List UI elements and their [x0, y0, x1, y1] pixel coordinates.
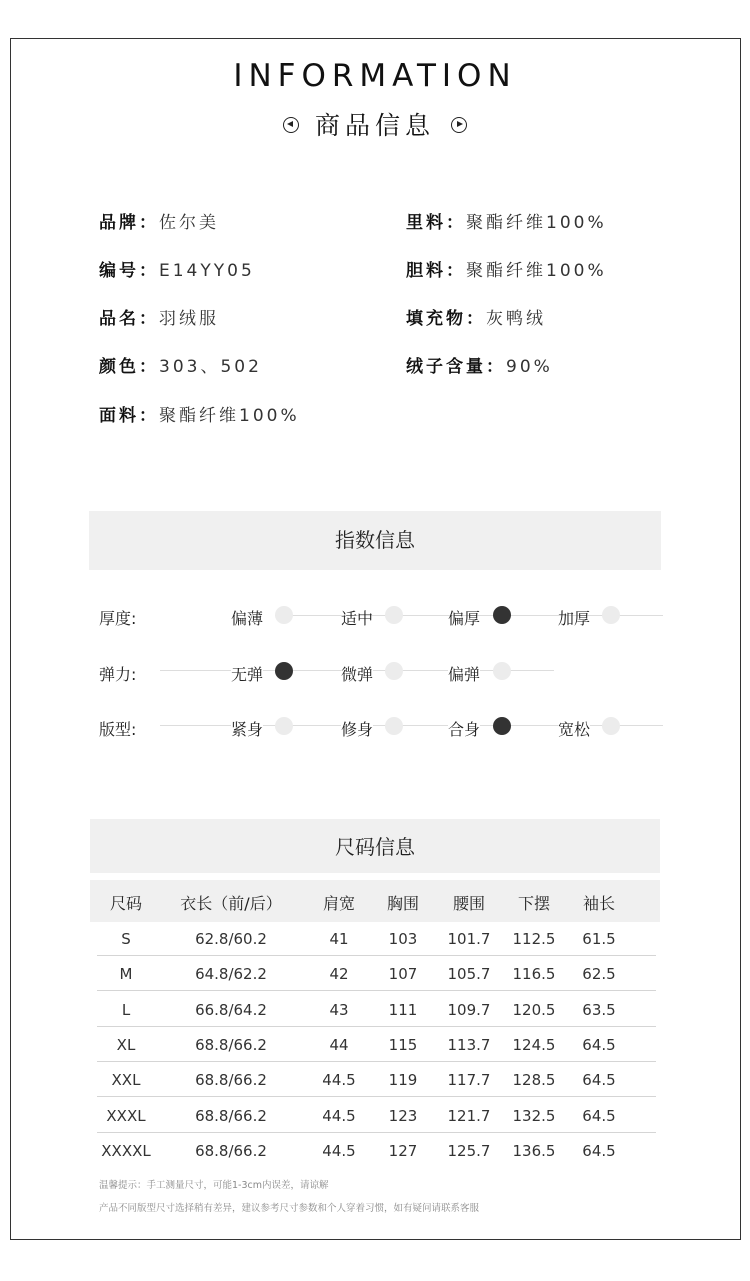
info-color-label: 颜色： — [99, 357, 159, 377]
fit-option-regular: 合身 — [448, 717, 480, 740]
size-table-cell: 41 — [329, 930, 349, 948]
info-color-value: 303、502 — [159, 357, 262, 377]
info-name-value: 羽绒服 — [159, 309, 219, 329]
size-table-cell: 64.5 — [582, 1141, 616, 1160]
size-table-cell: 68.8/66.2 — [195, 1106, 267, 1125]
fit-dot-loose — [602, 717, 620, 735]
size-table-cell: 44.5 — [322, 1071, 356, 1090]
size-table-cell: S — [121, 930, 131, 948]
elasticity-option-none: 无弹 — [231, 662, 263, 685]
size-table-cell: 64.5 — [582, 1106, 616, 1125]
page-title-cn — [0, 106, 750, 142]
size-table-cell: 107 — [388, 965, 418, 984]
info-inner-value: 聚酯纤维100% — [466, 261, 607, 281]
info-inner-label: 胆料： — [406, 261, 466, 281]
size-table-cell: 62.8/60.2 — [195, 930, 267, 948]
size-table-cell: 68.8/66.2 — [195, 1141, 267, 1160]
size-table-header-cell: 肩宽 — [322, 894, 355, 913]
info-fabric-label: 面料： — [99, 406, 159, 426]
info-color — [99, 352, 262, 377]
size-table-cell: 64.8/62.2 — [195, 965, 267, 984]
info-code-label: 编号： — [99, 261, 159, 281]
size-table-header-cell: 袖长 — [582, 894, 615, 913]
info-lining-value: 聚酯纤维100% — [466, 213, 607, 233]
chevron-left-circle-icon — [283, 117, 299, 133]
size-table-cell: XXXL — [106, 1106, 146, 1125]
info-fabric-value: 聚酯纤维100% — [159, 406, 300, 426]
elasticity-dot-stretchy — [493, 662, 511, 680]
size-table-cell: XXL — [111, 1071, 141, 1090]
size-table-header-cell: 下摆 — [517, 894, 550, 913]
size-table-cell: XL — [116, 1035, 136, 1054]
thickness-dot-extra-thick — [602, 606, 620, 624]
info-down-content-label: 绒子含量： — [406, 357, 506, 377]
thickness-option-thin: 偏薄 — [231, 609, 264, 628]
size-table-cell: 117.7 — [447, 1071, 491, 1090]
size-table-cell: 43 — [329, 1000, 349, 1019]
info-name-label: 品名： — [99, 309, 159, 329]
page-title-cn-text: 商品信息 — [314, 111, 435, 140]
size-table-cell: 105.7 — [447, 965, 491, 984]
size-table-header-cell: 胸围 — [386, 894, 419, 913]
thickness-option-thick: 偏厚 — [448, 609, 481, 628]
info-code-value: E14YY05 — [159, 261, 255, 281]
size-table-row-divider — [97, 1026, 656, 1027]
size-table-cell: 136.5 — [512, 1141, 556, 1160]
size-table-cell: 113.7 — [447, 1035, 491, 1054]
size-table-cell: 125.7 — [447, 1141, 491, 1160]
size-table-cell: 44.5 — [322, 1141, 356, 1160]
info-down-content-value: 90% — [506, 357, 553, 377]
thickness-option-medium: 适中 — [341, 609, 374, 628]
info-fabric — [99, 401, 300, 426]
size-table-row-divider — [97, 1132, 656, 1133]
elasticity-option-slight: 微弹 — [341, 662, 373, 685]
size-table-header-cell: 腰围 — [452, 894, 485, 913]
size-table-cell: 123 — [388, 1106, 418, 1125]
elasticity-option-stretchy: 偏弹 — [448, 662, 480, 685]
size-table-cell: XXXXL — [101, 1141, 151, 1160]
size-table-cell: 42 — [329, 965, 349, 984]
size-table-cell: 121.7 — [447, 1106, 491, 1125]
size-table-cell: 66.8/64.2 — [195, 1000, 267, 1019]
info-filling — [406, 304, 546, 329]
elasticity-dot-none-selected — [275, 662, 293, 680]
info-lining — [406, 208, 607, 233]
fit-option-tight: 紧身 — [231, 717, 263, 740]
fit-dot-slim — [385, 717, 403, 735]
size-table-cell: 63.5 — [582, 1000, 616, 1019]
size-table-row-divider — [97, 955, 656, 956]
size-table-cell: 44.5 — [322, 1106, 356, 1125]
info-filling-label: 填充物： — [406, 309, 486, 329]
fit-dot-regular-selected — [493, 717, 511, 735]
size-table-header-cell: 尺码 — [109, 894, 142, 913]
info-inner — [406, 256, 607, 281]
chevron-right-circle-icon — [451, 117, 467, 133]
thickness-dot-thin — [275, 606, 293, 624]
thickness-option-extra-thick: 加厚 — [558, 609, 591, 628]
size-table-cell: 128.5 — [512, 1071, 556, 1090]
index-info-header: 指数信息 — [89, 511, 661, 570]
fit-dot-tight — [275, 717, 293, 735]
size-table-row-divider — [97, 1061, 656, 1062]
page-title-en: INFORMATION — [233, 58, 517, 94]
size-table-cell: 64.5 — [582, 1071, 616, 1090]
size-note-2: 产品不同版型尺寸选择稍有差异，建议参考尺寸参数和个人穿着习惯，如有疑问请联系客服 — [99, 1203, 480, 1214]
size-table-cell: 68.8/66.2 — [195, 1035, 267, 1054]
size-table-header-cell: 衣长（前/后） — [180, 894, 282, 913]
fit-option-loose: 宽松 — [558, 717, 590, 740]
size-table-cell: 119 — [388, 1071, 418, 1090]
info-down-content — [406, 352, 553, 377]
size-table-cell: 68.8/66.2 — [195, 1071, 267, 1090]
thickness-dot-thick-selected — [493, 606, 511, 624]
info-code — [99, 256, 255, 281]
size-table-cell: 44 — [329, 1035, 349, 1054]
size-table-cell: 111 — [388, 1000, 418, 1019]
elasticity-dot-slight — [385, 662, 403, 680]
size-table-cell: L — [121, 1000, 131, 1019]
fit-option-slim: 修身 — [341, 717, 373, 740]
thickness-dot-medium — [385, 606, 403, 624]
thickness-label: 厚度: — [99, 609, 137, 628]
size-table-row-divider — [97, 1096, 656, 1097]
info-brand — [99, 208, 219, 233]
size-table-cell: 132.5 — [512, 1106, 556, 1125]
elasticity-label: 弹力: — [99, 665, 137, 684]
size-table-cell: 124.5 — [512, 1035, 556, 1054]
info-name — [99, 304, 219, 329]
info-brand-value: 佐尔美 — [159, 213, 219, 233]
size-table-cell: 109.7 — [447, 1000, 491, 1019]
size-table-cell: 64.5 — [582, 1035, 616, 1054]
size-table-cell: 112.5 — [512, 930, 556, 948]
info-filling-value: 灰鸭绒 — [486, 309, 546, 329]
size-table-cell: 62.5 — [582, 965, 616, 984]
size-table-cell: M — [119, 965, 133, 984]
info-lining-label: 里料： — [406, 213, 466, 233]
size-table-cell: 120.5 — [512, 1000, 556, 1019]
size-table-cell: 101.7 — [447, 930, 491, 948]
size-table-row-divider — [97, 990, 656, 991]
size-note-1: 温馨提示：手工测量尺寸，可能1-3cm内误差，请谅解 — [99, 1180, 329, 1191]
size-table-cell: 61.5 — [582, 930, 616, 948]
info-brand-label: 品牌： — [99, 213, 159, 233]
size-table-cell: 115 — [388, 1035, 418, 1054]
size-info-header: 尺码信息 — [90, 819, 660, 873]
size-table-cell: 103 — [388, 930, 418, 948]
size-table-cell: 127 — [388, 1141, 418, 1160]
size-table-cell: 116.5 — [512, 965, 556, 984]
fit-label: 版型: — [99, 720, 137, 739]
